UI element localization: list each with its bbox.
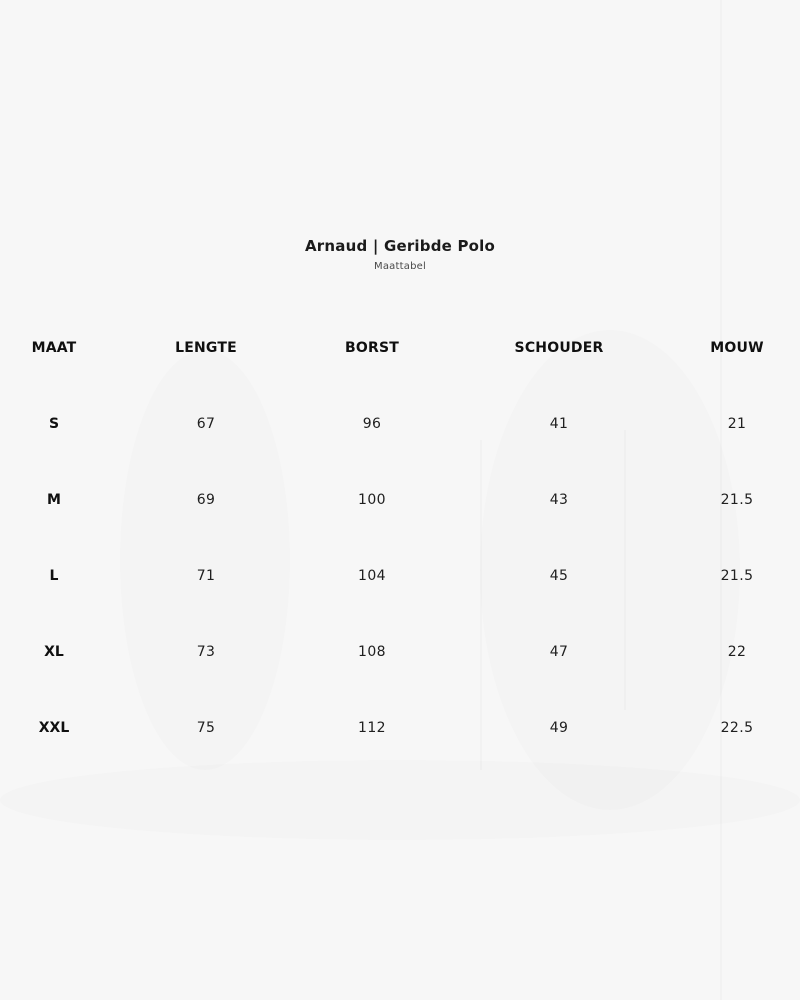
table-header-row — [0, 310, 800, 386]
column-header-borst: BORST — [345, 340, 399, 356]
table-row — [0, 462, 800, 538]
size-label: S — [48, 416, 60, 432]
size-table — [0, 310, 800, 766]
column-header-mouw: MOUW — [710, 340, 764, 356]
lengte-value: 69 — [196, 492, 216, 508]
lengte-value: 75 — [196, 720, 216, 736]
borst-value: 104 — [358, 568, 386, 584]
schouder-value: 43 — [549, 492, 569, 508]
size-label: M — [47, 492, 61, 508]
page-title: Arnaud | Geribde Polo — [305, 237, 495, 255]
lengte-value: 67 — [196, 416, 216, 432]
mouw-value: 21.5 — [720, 492, 754, 508]
size-label: XXL — [38, 720, 70, 736]
borst-value: 108 — [358, 644, 386, 660]
chart-header — [0, 236, 800, 273]
table-row — [0, 690, 800, 766]
size-label: L — [49, 568, 59, 584]
schouder-value: 41 — [549, 416, 569, 432]
table-row — [0, 386, 800, 462]
column-header-maat: MAAT — [31, 340, 77, 356]
column-header-lengte: LENGTE — [175, 340, 237, 356]
lengte-value: 71 — [196, 568, 216, 584]
mouw-value: 21.5 — [720, 568, 754, 584]
page-subtitle: Maattabel — [374, 261, 426, 272]
table-row — [0, 538, 800, 614]
schouder-value: 45 — [549, 568, 569, 584]
schouder-value: 47 — [549, 644, 569, 660]
borst-value: 100 — [358, 492, 386, 508]
schouder-value: 49 — [549, 720, 569, 736]
column-header-schouder: SCHOUDER — [514, 340, 604, 356]
borst-value: 112 — [358, 720, 386, 736]
mouw-value: 21 — [727, 416, 747, 432]
mouw-value: 22 — [727, 644, 747, 660]
borst-value: 96 — [362, 416, 382, 432]
lengte-value: 73 — [196, 644, 216, 660]
mouw-value: 22.5 — [720, 720, 754, 736]
background-shape — [0, 760, 800, 840]
table-row — [0, 614, 800, 690]
size-label: XL — [44, 644, 64, 660]
